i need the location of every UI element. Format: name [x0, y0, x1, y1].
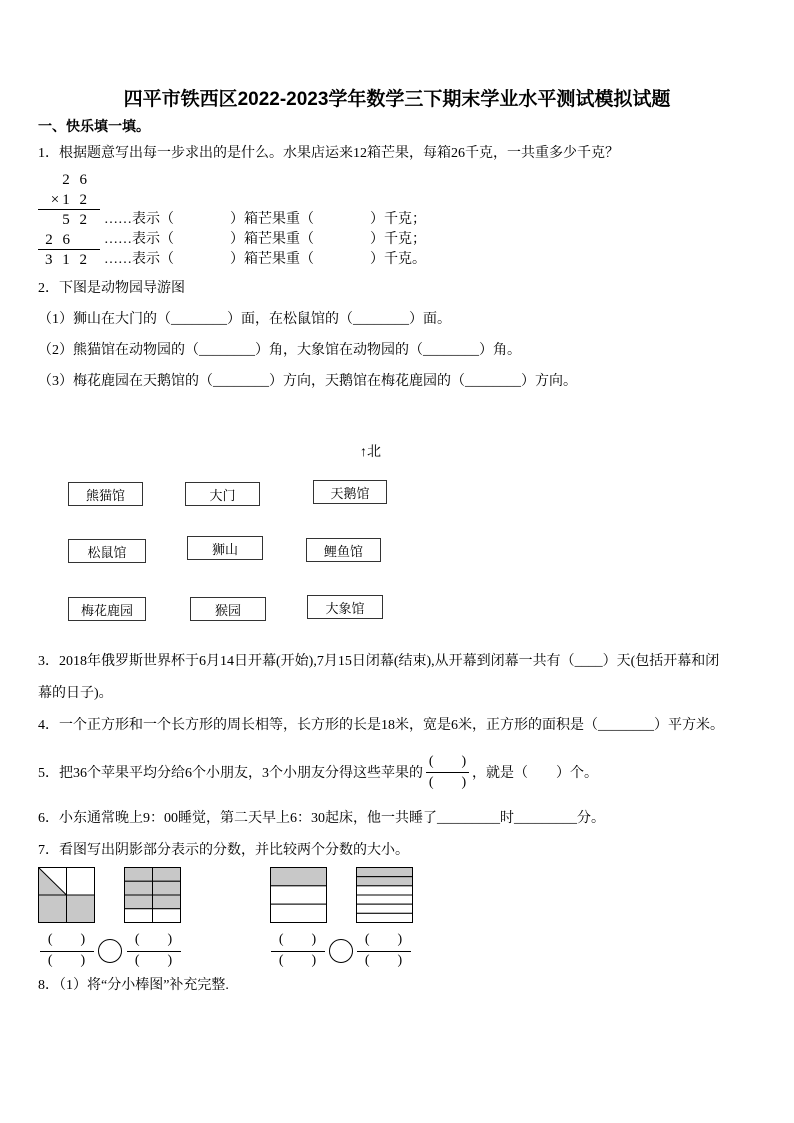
map-place-lion: 狮山 — [187, 536, 263, 560]
shaded-cell — [357, 868, 413, 877]
comparison-circle — [329, 939, 353, 963]
q7-fraction-4-denominator: ( ) — [364, 953, 403, 968]
comparison-circle — [98, 939, 122, 963]
figure-square-quarters — [38, 867, 95, 923]
blank-cell — [357, 904, 413, 913]
calc-partial-2: 2 6 — [45, 232, 73, 248]
fraction-bar — [426, 772, 469, 773]
q2-stem: 2．下图是动物园导游图 — [38, 281, 185, 296]
map-place-elephant: 大象馆 — [307, 595, 383, 619]
map-place-gate: 大门 — [185, 482, 260, 506]
q7-fraction-2-numerator: ( ) — [134, 932, 173, 947]
q7-fraction-3-numerator: ( ) — [278, 932, 317, 947]
page-title: 四平市铁西区2022-2023学年数学三下期末学业水平测试模拟试题 — [123, 89, 671, 110]
calc-partial-1: 5 2 — [62, 212, 90, 228]
north-arrow-label: ↑北 — [360, 443, 381, 459]
map-place-carp: 鲤鱼馆 — [306, 538, 381, 562]
blank-cell — [125, 909, 153, 923]
q7-stem: 7．看图写出阴影部分表示的分数，并比较两个分数的大小。 — [38, 843, 409, 858]
section-heading: 一、快乐填一填。 — [38, 120, 150, 135]
calc-multiplicand: 2 6 — [62, 172, 90, 188]
blank-cell — [271, 904, 327, 922]
q1-stem: 1．根据题意写出每一步求出的是什么。水果店运来12箱芒果，每箱26千克，一共重多少千克？ — [38, 146, 619, 161]
q5-text-before: 5．把36个苹果平均分给6个小朋友，3个小朋友分得这些苹果的 — [38, 766, 423, 781]
map-place-squirrel: 松鼠馆 — [68, 539, 146, 563]
q5-text-after: ，就是（ ）个。 — [472, 766, 598, 781]
q3-line-1: 3．2018年俄罗斯世界杯于6月14日开幕(开始),7月15日闭幕(结束),从开幕到闭幕一共有（____）天(包括开幕和闭 — [38, 654, 720, 669]
blank-cell — [357, 886, 413, 895]
calc-explanation-1: ……表示（ ）箱芒果重（ ）千克； — [104, 212, 426, 227]
calc-explanation-2: ……表示（ ）箱芒果重（ ）千克； — [104, 232, 426, 247]
shaded-cell — [125, 881, 153, 895]
figure-grid-3-rows — [270, 867, 327, 923]
shaded-cell — [153, 895, 181, 909]
calc-multiplier: ×1 2 — [50, 192, 90, 208]
q7-fraction-3-denominator: ( ) — [278, 953, 317, 968]
figure-grid-4x2 — [124, 867, 181, 923]
calc-explanation-3: ……表示（ ）箱芒果重（ ）千克。 — [104, 252, 426, 267]
blank-cell — [357, 895, 413, 904]
q2-part-3: （3）梅花鹿园在天鹅馆的（________）方向，天鹅馆在梅花鹿园的（________）方向。 — [38, 374, 577, 389]
q5-fraction — [426, 754, 469, 791]
map-place-swan: 天鹅馆 — [313, 480, 387, 504]
blank-cell — [357, 913, 413, 922]
shaded-cell — [153, 868, 181, 882]
calc-product: 3 1 2 — [45, 252, 90, 268]
q5-line — [38, 752, 598, 792]
map-place-panda: 熊猫馆 — [68, 482, 143, 506]
shaded-cell — [271, 868, 327, 886]
map-place-deer: 梅花鹿园 — [68, 597, 146, 621]
shaded-cell — [125, 895, 153, 909]
fraction-numerator: ( ) — [428, 753, 467, 769]
shaded-cell — [125, 868, 153, 882]
blank-cell — [153, 909, 181, 923]
q2-part-2: （2）熊猫馆在动物园的（________）角，大象馆在动物园的（________）角。 — [38, 343, 521, 358]
q7-fraction-1-denominator: ( ) — [47, 953, 86, 968]
q7-fraction-1-numerator: ( ) — [47, 932, 86, 947]
blank-cell — [271, 886, 327, 904]
q7-fraction-2-denominator: ( ) — [134, 953, 173, 968]
map-place-monkey: 猴园 — [190, 597, 266, 621]
q6-text: 6．小东通常晚上9：00睡觉，第二天早上6：30起床，他一共睡了_________时_________分。 — [38, 811, 605, 826]
q7-fraction-4-numerator: ( ) — [364, 932, 403, 947]
shaded-cell — [153, 881, 181, 895]
q2-part-1: （1）狮山在大门的（________）面，在松鼠馆的（________）面。 — [38, 312, 451, 327]
shaded-cell — [357, 877, 413, 886]
fraction-denominator: ( ) — [428, 774, 467, 790]
q3-line-2: 幕的日子)。 — [38, 686, 113, 701]
q4-text: 4．一个正方形和一个长方形的周长相等，长方形的长是18米，宽是6米，正方形的面积是（________）平方米。 — [38, 718, 724, 733]
q8-text: 8．（1）将“分小棒图”补充完整. — [38, 978, 229, 993]
figure-grid-6-rows — [356, 867, 413, 923]
